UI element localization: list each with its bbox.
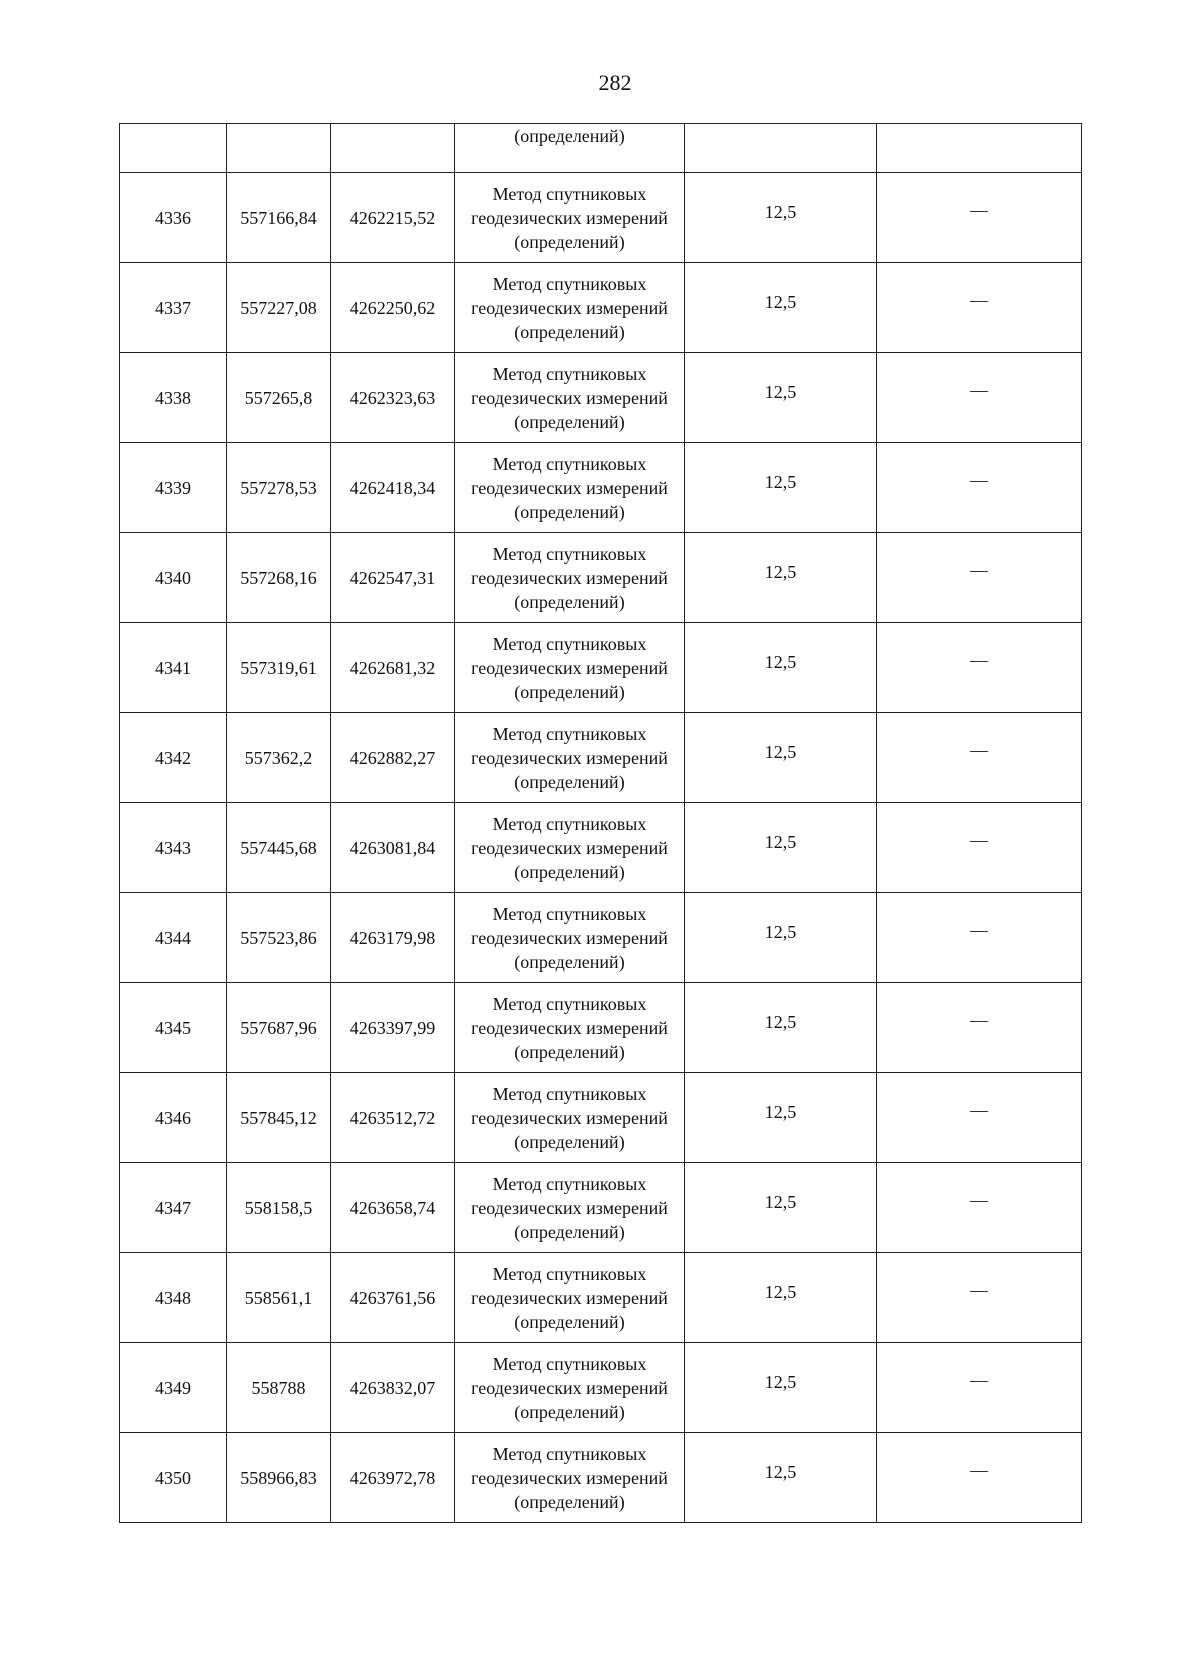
method-text: Метод спутниковых геодезических измерений (определений) <box>471 183 668 252</box>
table-row <box>120 1073 1082 1163</box>
table-row <box>120 623 1082 713</box>
x-coordinate-cell: 558561,1 <box>227 1253 331 1343</box>
page-number: 282 <box>598 70 632 95</box>
method-text: Метод спутниковых геодезических измерений (определений) <box>471 543 668 612</box>
accuracy-cell <box>685 533 877 623</box>
note-text: — <box>970 1369 988 1390</box>
table-row <box>120 1343 1082 1433</box>
accuracy-text: 12,5 <box>764 291 797 312</box>
cell-empty <box>227 124 331 173</box>
x-coordinate-cell: 557319,61 <box>227 623 331 713</box>
cell-empty <box>331 124 455 173</box>
method-cell <box>455 983 685 1073</box>
accuracy-cell <box>685 1343 877 1433</box>
y-coordinate-cell: 4263512,72 <box>331 1073 455 1163</box>
accuracy-text: 12,5 <box>764 1281 797 1302</box>
table-row <box>120 533 1082 623</box>
note-text: — <box>970 559 988 580</box>
note-text: — <box>970 1279 988 1300</box>
note-text: — <box>970 469 988 490</box>
method-cell <box>455 803 685 893</box>
method-text: Метод спутниковых геодезических измерений (определений) <box>471 723 668 792</box>
y-coordinate-cell: 4262547,31 <box>331 533 455 623</box>
table-row <box>120 353 1082 443</box>
accuracy-text: 12,5 <box>764 831 797 852</box>
accuracy-text: 12,5 <box>764 1101 797 1122</box>
note-cell <box>877 803 1082 893</box>
point-number-cell: 4338 <box>120 353 227 443</box>
note-cell <box>877 623 1082 713</box>
method-text: Метод спутниковых геодезических измерений (определений) <box>471 1443 668 1512</box>
point-number-cell: 4336 <box>120 173 227 263</box>
y-coordinate-cell: 4262681,32 <box>331 623 455 713</box>
method-text: Метод спутниковых геодезических измерений (определений) <box>471 633 668 702</box>
x-coordinate-cell: 557227,08 <box>227 263 331 353</box>
x-coordinate-cell: 558158,5 <box>227 1163 331 1253</box>
method-text: Метод спутниковых геодезических измерений (определений) <box>471 363 668 432</box>
note-text: — <box>970 289 988 310</box>
point-number-cell: 4345 <box>120 983 227 1073</box>
point-number-cell: 4342 <box>120 713 227 803</box>
accuracy-text: 12,5 <box>764 1191 797 1212</box>
y-coordinate-cell: 4262418,34 <box>331 443 455 533</box>
method-cell <box>455 443 685 533</box>
point-number-cell: 4350 <box>120 1433 227 1523</box>
note-text: — <box>970 1189 988 1210</box>
y-coordinate-cell: 4262323,63 <box>331 353 455 443</box>
cell-empty <box>120 124 227 173</box>
coordinates-table-body <box>120 124 1082 1523</box>
point-number-cell: 4346 <box>120 1073 227 1163</box>
y-coordinate-cell: 4263658,74 <box>331 1163 455 1253</box>
accuracy-cell <box>685 1073 877 1163</box>
x-coordinate-cell: 557687,96 <box>227 983 331 1073</box>
method-cell <box>455 533 685 623</box>
note-cell <box>877 173 1082 263</box>
y-coordinate-cell: 4263761,56 <box>331 1253 455 1343</box>
cell-empty <box>685 124 877 173</box>
table-row <box>120 443 1082 533</box>
accuracy-cell <box>685 983 877 1073</box>
method-cell <box>455 1163 685 1253</box>
x-coordinate-cell: 557362,2 <box>227 713 331 803</box>
accuracy-cell <box>685 803 877 893</box>
y-coordinate-cell: 4262215,52 <box>331 173 455 263</box>
continuation-method-cell: (определений) <box>455 124 685 173</box>
method-text: Метод спутниковых геодезических измерений (определений) <box>471 453 668 522</box>
note-cell <box>877 983 1082 1073</box>
accuracy-text: 12,5 <box>764 741 797 762</box>
method-cell <box>455 353 685 443</box>
table-row <box>120 263 1082 353</box>
method-text: Метод спутниковых геодезических измерений (определений) <box>471 1353 668 1422</box>
accuracy-text: 12,5 <box>764 381 797 402</box>
point-number-cell: 4340 <box>120 533 227 623</box>
x-coordinate-cell: 558966,83 <box>227 1433 331 1523</box>
accuracy-cell <box>685 443 877 533</box>
method-text: Метод спутниковых геодезических измерений (определений) <box>471 903 668 972</box>
method-text: Метод спутниковых геодезических измерений (определений) <box>471 813 668 882</box>
method-text: Метод спутниковых геодезических измерений (определений) <box>471 1173 668 1242</box>
method-text: Метод спутниковых геодезических измерений (определений) <box>471 1083 668 1152</box>
y-coordinate-cell: 4262882,27 <box>331 713 455 803</box>
note-cell <box>877 263 1082 353</box>
accuracy-cell <box>685 893 877 983</box>
note-cell <box>877 533 1082 623</box>
y-coordinate-cell: 4263081,84 <box>331 803 455 893</box>
x-coordinate-cell: 557268,16 <box>227 533 331 623</box>
table-row <box>120 803 1082 893</box>
accuracy-text: 12,5 <box>764 201 797 222</box>
point-number-cell: 4343 <box>120 803 227 893</box>
x-coordinate-cell: 557265,8 <box>227 353 331 443</box>
accuracy-text: 12,5 <box>764 471 797 492</box>
accuracy-text: 12,5 <box>764 921 797 942</box>
accuracy-cell <box>685 623 877 713</box>
method-cell <box>455 263 685 353</box>
x-coordinate-cell: 557445,68 <box>227 803 331 893</box>
y-coordinate-cell: 4263972,78 <box>331 1433 455 1523</box>
table-row <box>120 893 1082 983</box>
note-text: — <box>970 1009 988 1030</box>
y-coordinate-cell: 4263397,99 <box>331 983 455 1073</box>
accuracy-cell <box>685 1433 877 1523</box>
x-coordinate-cell: 557278,53 <box>227 443 331 533</box>
table-row <box>120 1433 1082 1523</box>
accuracy-cell <box>685 173 877 263</box>
accuracy-cell <box>685 353 877 443</box>
continuation-row <box>120 124 1082 173</box>
note-cell <box>877 353 1082 443</box>
table-row <box>120 713 1082 803</box>
point-number-cell: 4344 <box>120 893 227 983</box>
note-text: — <box>970 1099 988 1120</box>
method-cell <box>455 1343 685 1433</box>
y-coordinate-cell: 4263179,98 <box>331 893 455 983</box>
accuracy-text: 12,5 <box>764 1011 797 1032</box>
method-cell <box>455 173 685 263</box>
y-coordinate-cell: 4263832,07 <box>331 1343 455 1433</box>
accuracy-text: 12,5 <box>764 561 797 582</box>
accuracy-text: 12,5 <box>764 1461 797 1482</box>
accuracy-cell <box>685 263 877 353</box>
note-cell <box>877 893 1082 983</box>
table-row <box>120 173 1082 263</box>
point-number-cell: 4347 <box>120 1163 227 1253</box>
method-text: Метод спутниковых геодезических измерений (определений) <box>471 1263 668 1332</box>
method-cell <box>455 1073 685 1163</box>
table-row <box>120 983 1082 1073</box>
note-text: — <box>970 1459 988 1480</box>
note-text: — <box>970 919 988 940</box>
point-number-cell: 4337 <box>120 263 227 353</box>
method-cell <box>455 1253 685 1343</box>
method-cell <box>455 713 685 803</box>
point-number-cell: 4341 <box>120 623 227 713</box>
y-coordinate-cell: 4262250,62 <box>331 263 455 353</box>
note-text: — <box>970 199 988 220</box>
accuracy-cell <box>685 1253 877 1343</box>
coordinates-table <box>119 123 1082 1523</box>
x-coordinate-cell: 557523,86 <box>227 893 331 983</box>
accuracy-cell <box>685 713 877 803</box>
note-cell <box>877 1343 1082 1433</box>
note-cell <box>877 1073 1082 1163</box>
note-text: — <box>970 829 988 850</box>
point-number-cell: 4349 <box>120 1343 227 1433</box>
point-number-cell: 4348 <box>120 1253 227 1343</box>
accuracy-cell <box>685 1163 877 1253</box>
note-cell <box>877 713 1082 803</box>
note-text: — <box>970 649 988 670</box>
accuracy-text: 12,5 <box>764 1371 797 1392</box>
note-cell <box>877 443 1082 533</box>
cell-empty <box>877 124 1082 173</box>
method-text: Метод спутниковых геодезических измерений (определений) <box>471 273 668 342</box>
note-cell <box>877 1433 1082 1523</box>
table-row <box>120 1163 1082 1253</box>
x-coordinate-cell: 558788 <box>227 1343 331 1433</box>
method-cell <box>455 1433 685 1523</box>
method-cell <box>455 623 685 713</box>
x-coordinate-cell: 557845,12 <box>227 1073 331 1163</box>
note-text: — <box>970 739 988 760</box>
method-text: Метод спутниковых геодезических измерений (определений) <box>471 993 668 1062</box>
note-cell <box>877 1163 1082 1253</box>
accuracy-text: 12,5 <box>764 651 797 672</box>
method-cell <box>455 893 685 983</box>
x-coordinate-cell: 557166,84 <box>227 173 331 263</box>
note-cell <box>877 1253 1082 1343</box>
point-number-cell: 4339 <box>120 443 227 533</box>
note-text: — <box>970 379 988 400</box>
table-row <box>120 1253 1082 1343</box>
